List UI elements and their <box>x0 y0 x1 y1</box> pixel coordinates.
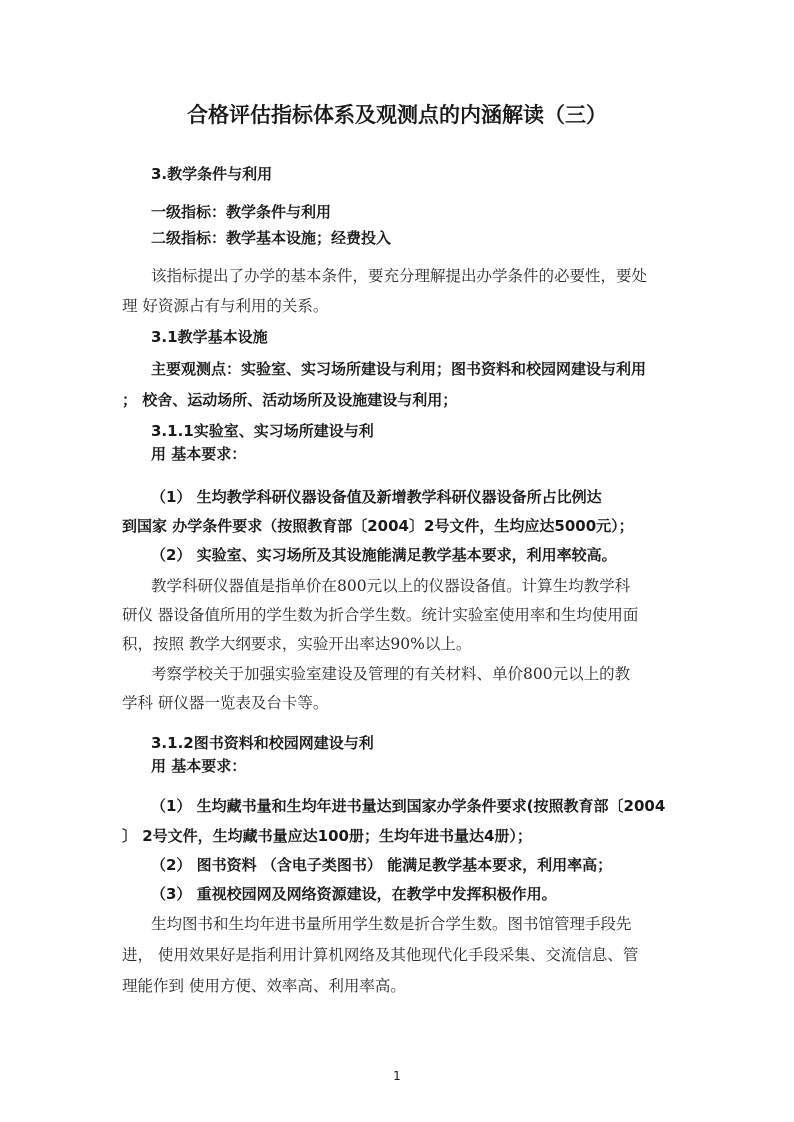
paragraph-line: 考察学校关于加强实验室建设及管理的有关材料、单价800元以上的教 <box>151 665 631 683</box>
paragraph-line: 生均图书和生均年进书量所用学生数是折合学生数。图书馆管理手段先 <box>151 915 632 933</box>
requirement-line: （3） 重视校园网及网络资源建设，在教学中发挥积极作用。 <box>151 885 557 903</box>
subsection-heading: 3.1.1实验室、实习场所建设与利 <box>151 422 374 440</box>
level1-indicator: 一级指标：教学条件与利用 <box>151 203 332 221</box>
observation-points: 主要观测点：实验室、实习场所建设与利用；图书资料和校园网建设与利用 <box>151 360 647 378</box>
subsection-heading: 3.1教学基本设施 <box>151 328 268 346</box>
paragraph-line: 进， 使用效果好是指利用计算机网络及其他现代化手段采集、交流信息、管 <box>122 946 639 964</box>
paragraph-line: 教学科研仪器值是指单价在800元以上的仪器设备值。计算生均教学科 <box>151 577 631 595</box>
level2-indicator: 二级指标：教学基本设施；经费投入 <box>151 229 392 247</box>
requirement-line: 到国家 办学条件要求（按照教育部〔2004〕2号文件，生均应达5000元）； <box>122 517 634 535</box>
paragraph-line: 积，按照 教学大纲要求，实验开出率达90%以上。 <box>122 635 472 653</box>
paragraph-line: 学科 研仪器一览表及台卡等。 <box>122 694 329 712</box>
subsection-heading: 用 基本要求： <box>151 445 247 463</box>
requirement-line: （2） 实验室、实习场所及其设施能满足教学基本要求，利用率较高。 <box>151 546 617 564</box>
paragraph-line: 理 好资源占有与利用的关系。 <box>122 297 329 315</box>
page-title: 合格评估指标体系及观测点的内涵解读（三） <box>187 103 607 127</box>
requirement-line: （1） 生均藏书量和生均年进书量达到国家办学条件要求(按照教育部〔2004 <box>151 797 666 815</box>
paragraph-line: 研仪 器设备值所用的学生数为折合学生数。统计实验室使用率和生均使用面 <box>122 606 639 624</box>
requirement-line: （2） 图书资料 （含电子类图书） 能满足教学基本要求，利用率高； <box>151 856 613 874</box>
requirement-line: 〕 2号文件，生均藏书量应达100册；生均年进书量达4册）； <box>122 827 532 845</box>
section-heading: 3.教学条件与利用 <box>151 165 273 183</box>
observation-points: ； 校舍、运动场所、活动场所及设施建设与利用； <box>122 391 458 409</box>
subsection-heading: 用 基本要求： <box>151 757 247 775</box>
paragraph-line: 该指标提出了办学的基本条件，要充分理解提出办学条件的必要性，要处 <box>151 267 648 285</box>
paragraph-line: 理能作到 使用方便、效率高、利用率高。 <box>122 977 406 995</box>
page-number: 1 <box>393 1069 401 1083</box>
subsection-heading: 3.1.2图书资料和校园网建设与利 <box>151 734 374 752</box>
requirement-line: （1） 生均教学科研仪器设备值及新增教学科研仪器设备所占比例达 <box>151 488 602 506</box>
